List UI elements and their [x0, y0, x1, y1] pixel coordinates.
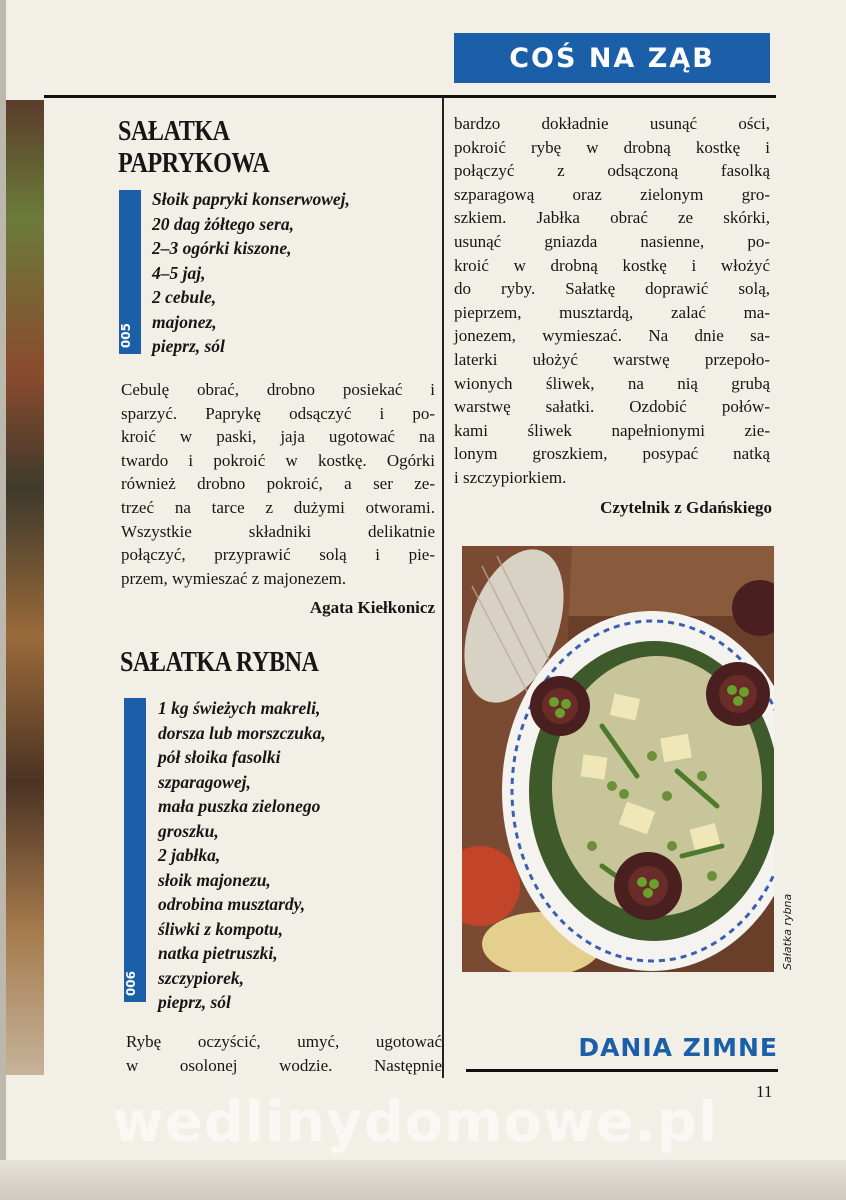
ingredient-item: słoik majonezu, — [158, 869, 271, 890]
section-header-banner — [454, 33, 770, 83]
ingredient-item: 2–3 ogórki kiszone, — [152, 238, 292, 258]
text-line: Rybę oczyścić, umyć, ugotować — [126, 1032, 442, 1051]
text-line: szparagową oraz zielonym gro- — [454, 184, 770, 204]
text-line: lonym groszkiem, posypać natką — [454, 444, 770, 464]
recipe2-author: Czytelnik z Gdańskiego — [600, 498, 772, 517]
text-line: laterki ułożyć warstwę przepoło- — [454, 349, 770, 369]
text-line: warstwę sałatki. Ozdobić połów- — [454, 397, 770, 417]
page-number: 11 — [756, 1082, 773, 1101]
recipe2-number-bar — [124, 698, 146, 1002]
recipe2-instructions-continued — [454, 112, 770, 490]
text-line: do ryby. Sałatkę doprawić solą, — [454, 279, 770, 299]
column-divider — [442, 98, 444, 1078]
ingredient-item: 2 jabłka, — [158, 845, 221, 865]
text-line: trzeć na tarce z dużymi otworami. — [121, 497, 435, 517]
text-line: i szczypiorkiem. — [454, 467, 567, 487]
footer-rule — [466, 1069, 778, 1072]
ingredient-item: 20 dag żółtego sera, — [152, 213, 294, 234]
recipe2-instructions-start — [126, 1030, 442, 1077]
ingredient-item: 4–5 jaj, — [152, 262, 206, 283]
text-line: bardzo dokładnie usunąć ości, — [454, 114, 770, 133]
text-line: twardo i pokroić w kostkę. Ogórki — [121, 450, 435, 470]
salad-photo — [462, 546, 774, 972]
text-line: połączyć z odsączoną fasolką — [454, 161, 770, 181]
recipe2-number: 006 — [124, 970, 138, 996]
text-line: kroić w paski, jaja ugotować na — [121, 427, 435, 447]
text-line: połączyć, przyprawić solą i pie- — [121, 545, 435, 565]
ingredient-item: śliwki z kompotu, — [158, 918, 283, 939]
text-line: również drobno pokroić, a ser ze- — [121, 474, 435, 494]
recipe1-author: Agata Kiełkonicz — [309, 598, 435, 617]
ingredient-item: szczypiorek, — [158, 967, 245, 988]
left-margin-photo-strip — [6, 100, 44, 1075]
recipe1-title-line1: SAŁATKA — [118, 116, 230, 147]
watermark: wedlinydomowe.pl — [112, 1090, 719, 1155]
ingredient-item: pieprz, sól — [158, 992, 231, 1012]
bottom-page-band — [0, 1160, 846, 1200]
text-line: jonezem, wymieszać. Na dnie sa- — [454, 326, 770, 346]
text-line: kroić w drobną kostkę i włożyć — [454, 255, 770, 275]
recipe1-instructions — [121, 378, 435, 590]
ingredient-item: Słoik papryki konserwowej, — [152, 189, 350, 209]
header-rule — [44, 95, 776, 98]
text-line: pokroić rybę w drobną kostkę i — [454, 137, 770, 157]
text-line: szkiem. Jabłka obrać ze skórki, — [454, 208, 770, 228]
footer-section-title: DANIA ZIMNE — [578, 1033, 778, 1062]
ingredient-item: dorsza lub morszczuka, — [158, 722, 326, 743]
ingredient-item: 1 kg świeżych makreli, — [158, 698, 321, 718]
text-line: usunąć gniazda nasienne, po- — [454, 231, 770, 251]
ingredient-item: pół słoika fasolki — [158, 747, 281, 767]
recipe2-ingredients — [158, 696, 326, 1015]
recipe1-ingredients — [152, 187, 350, 359]
text-line: Wszystkie składniki delikatnie — [121, 521, 435, 541]
text-line: Cebulę obrać, drobno posiekać i — [121, 380, 435, 399]
ingredient-item: odrobina musztardy, — [158, 894, 306, 914]
text-line: pieprzem, musztardą, zalać ma- — [454, 302, 770, 322]
text-line: w osolonej wodzie. Następnie — [126, 1055, 442, 1075]
ingredient-item: szparagowej, — [158, 771, 251, 792]
text-line: wionych śliwek, na nią grubą — [454, 373, 770, 393]
recipe1-number: 005 — [119, 322, 133, 348]
ingredient-item: majonez, — [152, 311, 217, 332]
recipe1-title-line2: PAPRYKOWA — [118, 148, 270, 179]
ingredient-item: groszku, — [158, 820, 219, 841]
recipe1-title — [118, 116, 269, 180]
photo-caption: Sałatka rybna — [781, 893, 794, 970]
ingredient-item: mała puszka zielonego — [158, 796, 321, 816]
section-header-title: COŚ NA ZĄB — [509, 42, 715, 74]
recipe1-number-bar — [119, 190, 141, 354]
ingredient-item: pieprz, sól — [152, 336, 225, 356]
recipe2-title: SAŁATKA RYBNA — [120, 647, 319, 678]
text-line: kami śliwek napełnionymi zie- — [454, 420, 770, 440]
text-line: przem, wymieszać z majonezem. — [121, 568, 347, 588]
ingredient-item: 2 cebule, — [152, 287, 217, 307]
text-line: sparzyć. Paprykę odsączyć i po- — [121, 403, 435, 423]
ingredient-item: natka pietruszki, — [158, 943, 278, 963]
